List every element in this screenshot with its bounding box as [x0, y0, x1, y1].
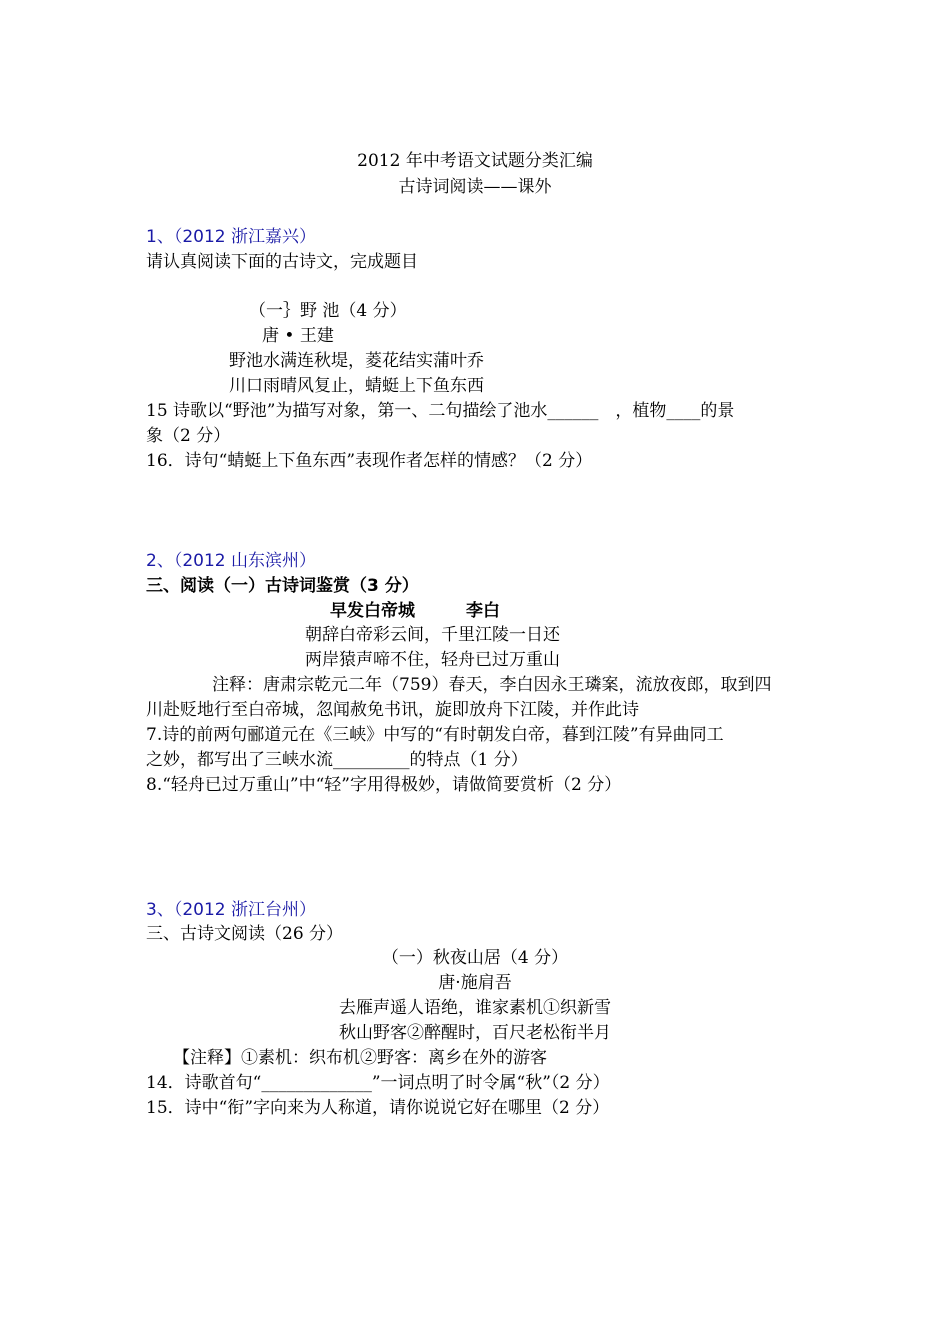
poem-2-line-1: 朝辞白帝彩云间，千里江陵一日还 — [305, 625, 560, 645]
section-1-heading: 1、（2012 浙江嘉兴） — [146, 227, 316, 247]
question-7-line-1: 7.诗的前两句郦道元在《三峡》中写的“有时朝发白帝，暮到江陵”有异曲同工 — [146, 725, 724, 745]
question-16: 16．诗句“蜻蜓上下鱼东西”表现作者怎样的情感？（2 分） — [146, 451, 593, 471]
question-8: 8.“轻舟已过万重山”中“轻”字用得极妙，请做简要赏析（2 分） — [146, 775, 622, 795]
doc-title: 2012 年中考语文试题分类汇编 — [357, 151, 593, 171]
doc-subtitle: 古诗词阅读——课外 — [398, 177, 552, 197]
poem-1-author: 唐 • 王建 — [262, 326, 334, 346]
poem-3-line-1: 去雁声遥人语绝，谁家素机①织新雪 — [339, 998, 611, 1018]
poem-2-line-2: 两岸猿声啼不住，轻舟已过万重山 — [305, 650, 560, 670]
poem-2-title: 早发白帝城 李白 — [330, 601, 500, 621]
poem-1-title: （一｝野 池（4 分） — [249, 301, 407, 321]
poem-3-title: （一）秋夜山居（4 分） — [381, 948, 569, 968]
section-2-title: 三、阅读（一）古诗词鉴赏（3 分） — [146, 576, 419, 596]
section-2-heading: 2、（2012 山东滨州） — [146, 551, 316, 571]
section-3-heading: 3、（2012 浙江台州） — [146, 900, 316, 920]
poem-3-line-2: 秋山野客②醉醒时，百尺老松衔半月 — [339, 1023, 611, 1043]
question-14: 14．诗歌首句“_____________”一词点明了时令属“秋”（2 分） — [146, 1073, 610, 1093]
question-15-line-1: 15 诗歌以“野池”为描写对象，第一、二句描绘了池水______ ，植物____的景 — [146, 401, 735, 421]
section-1-intro: 请认真阅读下面的古诗文，完成题目 — [146, 252, 418, 272]
poem-1-line-1: 野池水满连秋堤，菱花结实蒲叶乔 — [229, 351, 484, 371]
poem-3-note: 【注释】①素机：织布机②野客：离乡在外的游客 — [173, 1048, 547, 1068]
poem-3-author: 唐·施肩吾 — [438, 973, 512, 993]
poem-2-note-line-1: 注释：唐肃宗乾元二年（759）春天，李白因永王璘案，流放夜郎，取到四 — [212, 675, 772, 695]
poem-2-note-line-2: 川赴贬地行至白帝城，忽闻赦免书讯，旋即放舟下江陵，并作此诗 — [146, 700, 639, 720]
section-3-title: 三、古诗文阅读（26 分） — [146, 924, 344, 944]
question-7-line-2: 之妙，都写出了三峡水流_________的特点（1 分） — [146, 750, 528, 770]
question-15-section-3: 15．诗中“衔”字向来为人称道，请你说说它好在哪里（2 分） — [146, 1098, 610, 1118]
question-15-line-2: 象（2 分） — [146, 426, 231, 446]
poem-1-line-2: 川口雨晴风复止，蜻蜓上下鱼东西 — [229, 376, 484, 396]
